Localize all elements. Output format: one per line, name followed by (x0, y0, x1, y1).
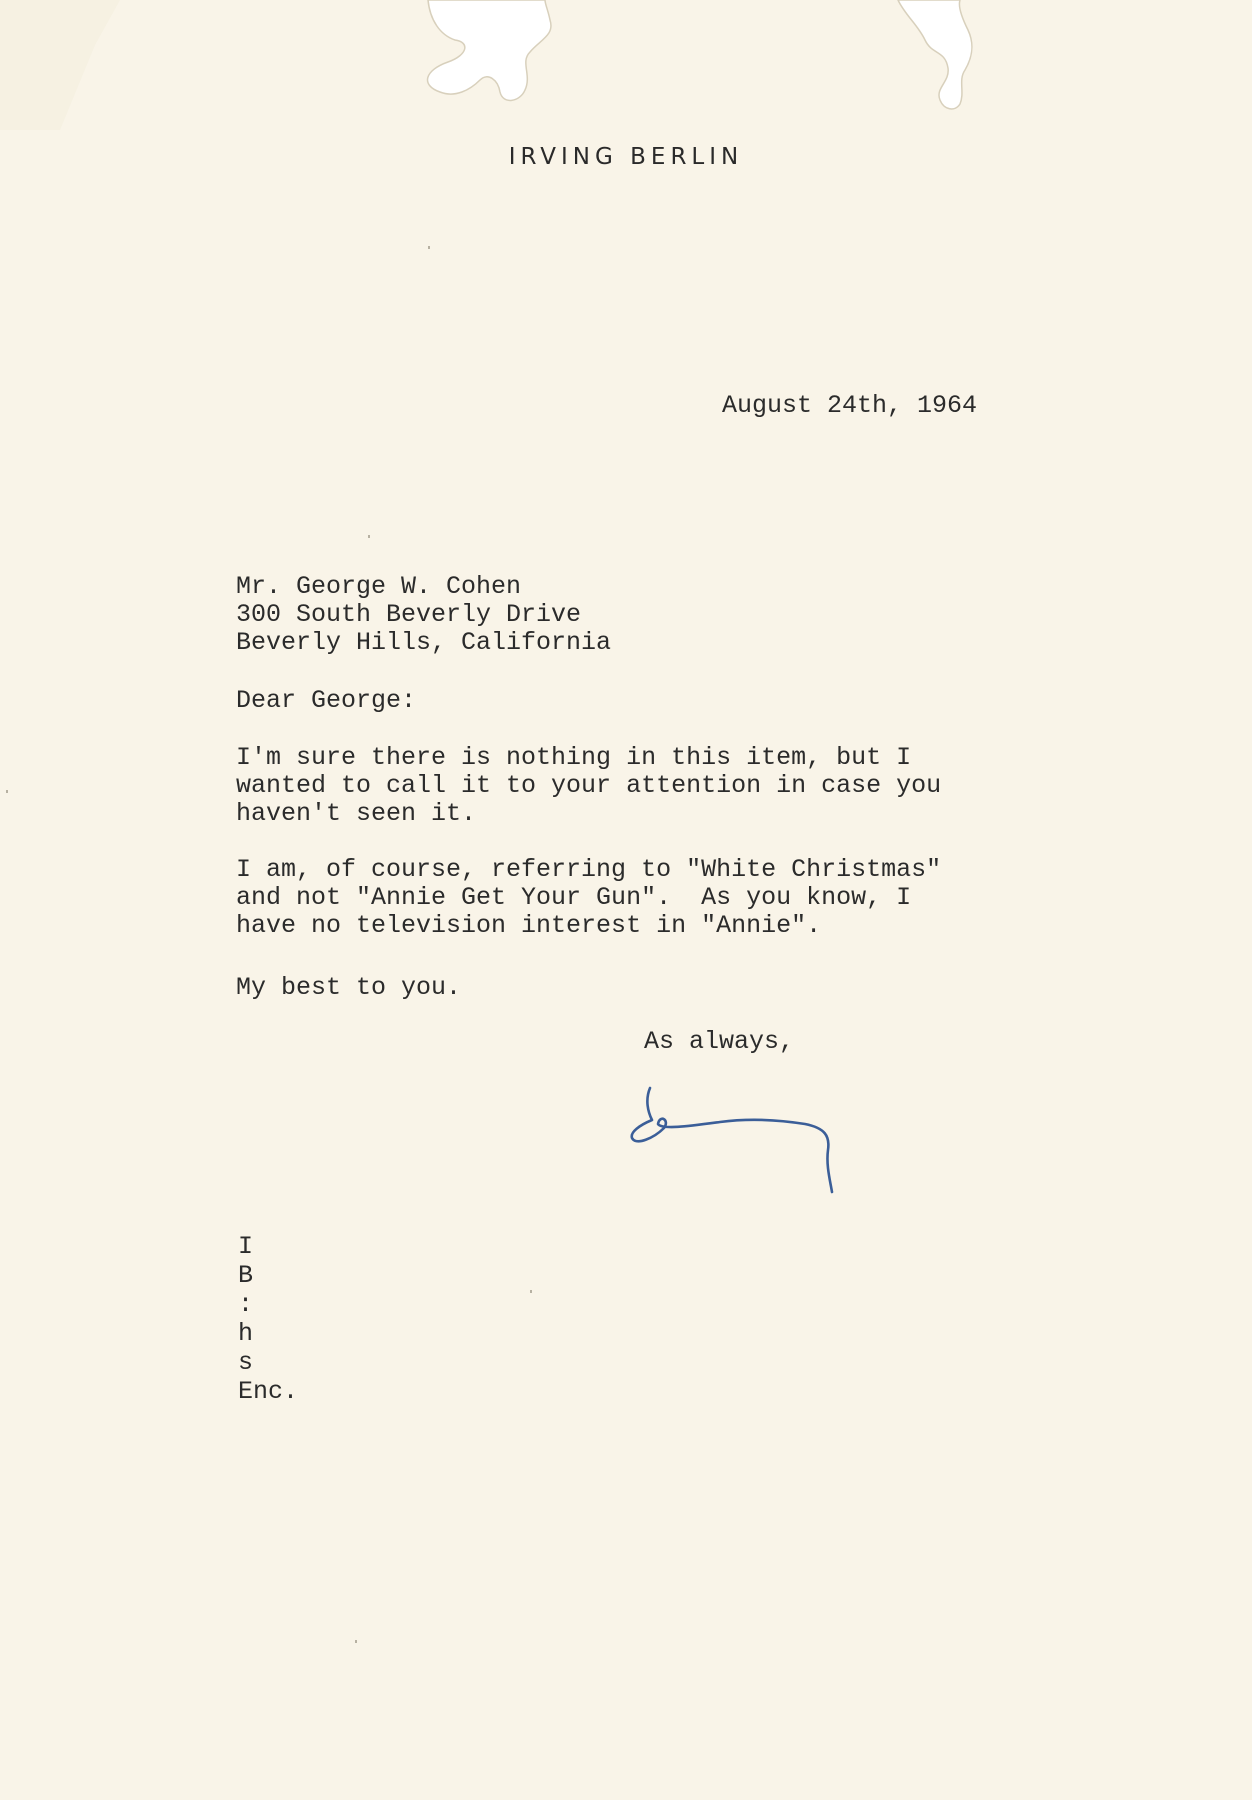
paragraph-3: My best to you. (236, 973, 462, 1002)
initial-char: I (238, 1232, 254, 1261)
initial-char: : (238, 1290, 254, 1319)
initial-char: s (238, 1348, 254, 1377)
reference-initials (238, 1232, 298, 1406)
letterhead: IRVING BERLIN (508, 144, 744, 170)
paper-speck (428, 246, 430, 249)
salutation: Dear George: (236, 686, 417, 715)
paragraph-1 (236, 744, 941, 828)
paper-speck (355, 1640, 357, 1643)
recipient-name: Mr. George W. Cohen (236, 572, 522, 601)
paragraph-2 (236, 856, 941, 940)
handwritten-signature (620, 1080, 860, 1200)
complimentary-close: As always, (644, 1027, 795, 1056)
recipient-street: 300 South Beverly Drive (236, 600, 582, 629)
paper-speck (6, 790, 8, 793)
letter-date: August 24th, 1964 (722, 391, 978, 420)
initial-char: h (238, 1319, 254, 1348)
initial-char: B (238, 1261, 254, 1290)
enclosure-notation: Enc. (238, 1377, 299, 1406)
recipient-city: Beverly Hills, California (236, 628, 612, 657)
paragraph-2-line: have no television interest in "Annie". (236, 911, 822, 940)
paragraph-1-line: I'm sure there is nothing in this item, but I (236, 743, 912, 772)
paper-speck (368, 535, 370, 538)
torn-paper-edge (0, 0, 1252, 130)
paragraph-1-line: haven't seen it. (236, 799, 477, 828)
recipient-address (236, 573, 611, 657)
paragraph-2-line: I am, of course, referring to "White Christmas" (236, 855, 942, 884)
paper-speck (530, 1290, 532, 1293)
paragraph-2-line: and not "Annie Get Your Gun". As you know, I (236, 883, 912, 912)
paragraph-1-line: wanted to call it to your attention in case you (236, 771, 942, 800)
